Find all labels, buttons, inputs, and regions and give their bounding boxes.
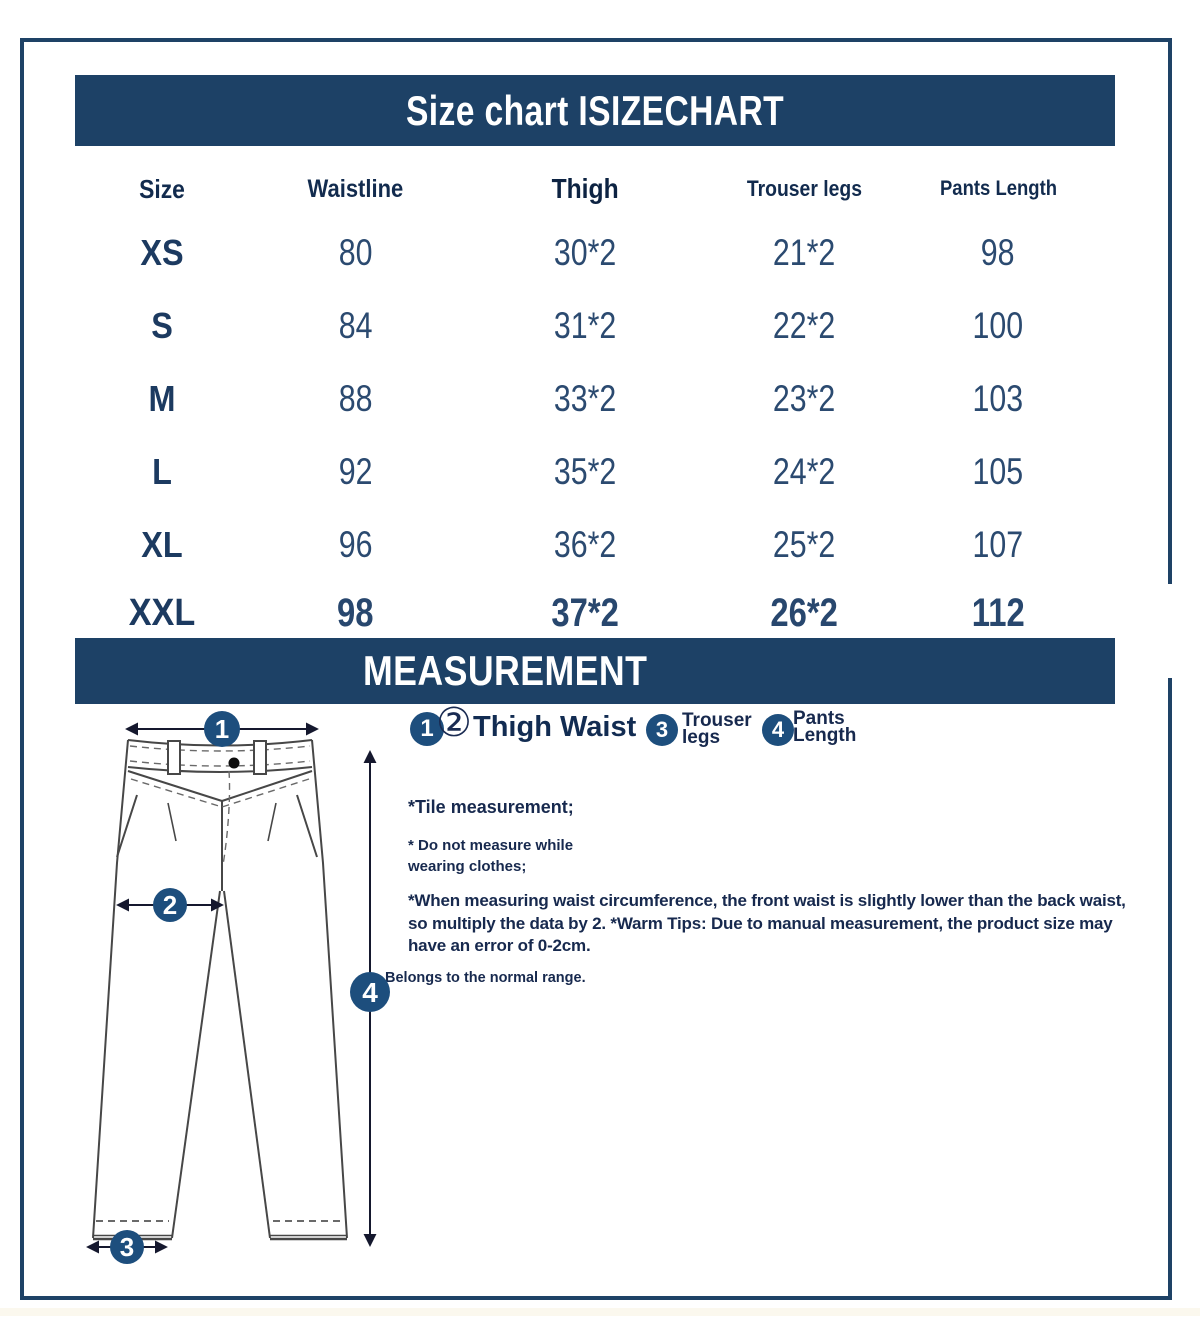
legend-label-thigh-waist: Thigh Waist [473,711,637,743]
pants-measurement-diagram [60,695,390,1265]
frame-right-border-gap [1163,584,1177,678]
cell-pants-length [901,435,1095,508]
cell-thigh [463,435,708,508]
table-row-xl [75,508,1095,581]
cell-size [75,508,248,581]
waistline-value: 84 [338,304,373,346]
trouser-legs-value: 26*2 [770,590,839,635]
thigh-marker-number: 2 [162,890,178,920]
legend-label-pants-length-line1: Pants [793,708,845,729]
table-row-m [75,362,1095,435]
legend-label-trouser-legs-line1: Trouser [682,710,752,731]
header-cell-waistline [248,162,462,216]
thigh-value: 37*2 [551,590,619,635]
note-do-not-measure [408,835,1153,877]
size-value: L [151,450,172,492]
pants-length-value: 103 [972,377,1024,419]
hem-marker-number: 3 [119,1232,135,1262]
waistline-value: 80 [338,231,373,273]
cell-thigh [463,289,708,362]
header-cell-pants-length [901,162,1095,216]
size-table [75,162,1095,645]
pants-stitching [96,746,344,1221]
legend-label-trouser-legs [682,712,752,746]
cell-size [75,289,248,362]
thigh-value: 36*2 [553,523,617,565]
legend-marker-4 [762,714,794,746]
size-value: XS [140,231,184,273]
measurement-title: MEASUREMENT [363,647,648,694]
cell-thigh [463,581,708,645]
waist-marker-number: 1 [214,714,230,744]
table-header-row [75,162,1095,216]
size-value: M [148,377,176,419]
thigh-value: 33*2 [553,377,617,419]
pants-length-value: 112 [971,590,1025,635]
cell-pants-length [901,216,1095,289]
cell-thigh [463,362,708,435]
pants-length-value: 98 [981,231,1015,273]
trouser-legs-value: 23*2 [773,377,836,419]
cell-size [75,216,248,289]
cell-pants-length [901,508,1095,581]
cell-waistline [248,508,462,581]
waistline-value: 92 [338,450,373,492]
size-value: XXL [128,591,195,634]
trouser-legs-value: 25*2 [773,523,836,565]
circled-two-icon: ② [436,701,472,745]
cell-waistline [248,362,462,435]
cell-trouser-legs [707,216,901,289]
note-do-not-measure-line2: wearing clothes; [408,858,527,875]
thigh-value: 31*2 [553,304,617,346]
cell-trouser-legs [707,362,901,435]
cell-trouser-legs [707,289,901,362]
trouser-legs-value: 22*2 [773,304,836,346]
measurement-notes [385,797,1153,986]
legend-label-trouser-legs-line2: legs [682,727,721,748]
pants-length-value: 100 [972,304,1024,346]
cell-size [75,435,248,508]
legend-label-pants-length-line2: Length [793,725,857,746]
length-marker-number: 4 [362,977,378,1008]
note-tile-measurement: *Tile measurement; [408,797,574,817]
cell-trouser-legs [707,508,901,581]
waistline-value: 96 [338,523,373,565]
header-cell-size [75,162,248,216]
cell-waistline [248,216,462,289]
header-cell-trouser-legs [707,162,901,216]
table-row-s [75,289,1095,362]
cell-size [75,362,248,435]
size-value: XL [140,523,183,565]
measurement-arrows [88,729,370,1247]
legend-marker-1-number: 1 [420,715,434,742]
header-label-pants-length: Pants Length [939,177,1057,200]
cell-waistline [248,289,462,362]
cell-pants-length [901,581,1095,645]
pants-length-value: 105 [972,450,1024,492]
table-row-l [75,435,1095,508]
cell-thigh [463,508,708,581]
legend-marker-4-number: 4 [771,717,785,742]
legend-marker-3-number: 3 [655,717,669,742]
size-value: S [150,304,173,346]
legend-marker-3 [646,714,678,746]
header-label-waistline: Waistline [307,174,404,203]
thigh-value: 30*2 [553,231,617,273]
size-chart-title-bar [75,75,1115,146]
note-do-not-measure-line1: * Do not measure while [408,837,574,854]
pants-outline [93,740,347,1239]
waistline-value: 98 [337,590,374,635]
header-cell-thigh [463,162,708,216]
table-row-xs [75,216,1095,289]
header-label-size: Size [138,173,185,204]
cell-thigh [463,216,708,289]
table-row-xxl [75,581,1095,645]
cell-trouser-legs [707,581,901,645]
size-chart-title: Size chart ISIZECHART [405,86,785,134]
trouser-legs-value: 24*2 [773,450,836,492]
cell-size [75,581,248,645]
note-waist-circumference-warm-tips: *When measuring waist circumference, the front waist is slightly lower than the back waist, so multiply the data by 2. *Warm Tips: Due to manual measurement, the product size may have an error of 0-2cm. [408,891,1126,955]
trouser-legs-value: 21*2 [773,231,836,273]
cell-waistline [248,581,462,645]
diagram-markers [110,711,390,1264]
header-label-thigh: Thigh [551,173,619,204]
header-label-trouser-legs: Trouser legs [746,176,862,201]
thigh-value: 35*2 [553,450,617,492]
button-icon [229,758,240,769]
cell-waistline [248,435,462,508]
cell-trouser-legs [707,435,901,508]
legend-label-pants-length [793,710,856,744]
waistline-value: 88 [338,377,373,419]
cell-pants-length [901,289,1095,362]
note-normal-range: Belongs to the normal range. [385,969,586,986]
bottom-cream-strip [0,1308,1200,1316]
pants-length-value: 107 [972,523,1024,565]
cell-pants-length [901,362,1095,435]
